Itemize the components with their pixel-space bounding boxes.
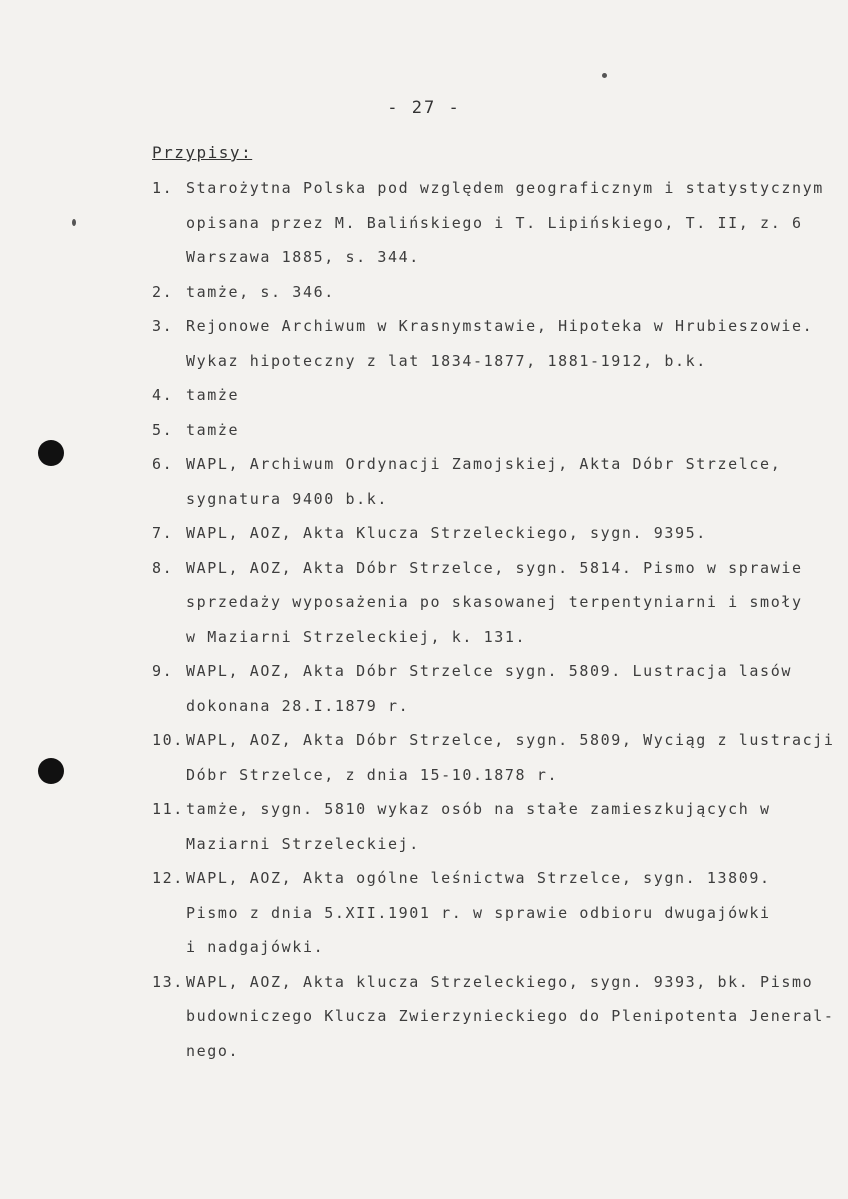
footnote-text-line: tamże (186, 420, 240, 439)
footnote-text-line: Dóbr Strzelce, z dnia 15-10.1878 r. (186, 765, 559, 784)
paper-speck (72, 219, 76, 226)
footnote-number: 4. (152, 386, 174, 404)
footnote-number: 10. (152, 731, 184, 749)
footnote-number: 13. (152, 972, 184, 991)
footnote-number: 2. (152, 282, 174, 301)
punch-hole-top (38, 440, 64, 466)
footnote-number: 6. (152, 455, 174, 473)
footnote-item (152, 730, 835, 799)
footnote-text-line: i nadgajówki. (186, 938, 325, 956)
footnotes-list (152, 178, 835, 1075)
footnote-item (152, 661, 812, 730)
footnote-text-line: tamże, s. 346. (186, 282, 335, 301)
footnote-text-line: Pismo z dnia 5.XII.1901 r. w sprawie odbioru dwugajówki (186, 903, 771, 922)
footnote-text-line: w Maziarni Strzeleckiej, k. 131. (186, 627, 527, 646)
footnote-number: 7. (152, 524, 174, 542)
footnote-item (152, 454, 812, 523)
footnote-number: 11. (152, 800, 184, 818)
footnote-item (152, 282, 812, 317)
footnote-text-line: WAPL, Archiwum Ordynacji Zamojskiej, Akta Dóbr Strzelce, (186, 455, 782, 473)
footnote-item (152, 316, 812, 385)
footnote-text-line: opisana przez M. Balińskiego i T. Lipińskiego, T. II, z. 6 (186, 213, 803, 232)
footnote-text-line: sprzedaży wyposażenia po skasowanej terpentyniarni i smoły (186, 593, 803, 611)
footnotes-heading: Przypisy: (152, 143, 253, 162)
footnote-item (152, 868, 812, 972)
footnote-number: 3. (152, 317, 174, 335)
footnote-number: 8. (152, 558, 174, 577)
footnote-text-line: Rejonowe Archiwum w Krasnymstawie, Hipoteka w Hrubieszowie. (186, 317, 814, 335)
footnote-text-line: WAPL, AOZ, Akta klucza Strzeleckiego, sygn. 9393, bk. Pismo (186, 972, 814, 991)
footnote-text-line: WAPL, AOZ, Akta Klucza Strzeleckiego, sygn. 9395. (186, 524, 707, 542)
footnote-item (152, 178, 824, 282)
footnote-text-line: Warszawa 1885, s. 344. (186, 248, 420, 266)
footnote-number: 5. (152, 420, 174, 439)
footnote-text-line: Wykaz hipoteczny z lat 1834-1877, 1881-1912, b.k. (186, 351, 707, 370)
footnote-text-line: sygnatura 9400 b.k. (186, 489, 388, 508)
punch-hole-bottom (38, 758, 64, 784)
footnote-item (152, 523, 812, 558)
footnote-text-line: budowniczego Klucza Zwierzynieckiego do Plenipotenta Jeneral- (186, 1007, 835, 1025)
footnote-text-line: Starożytna Polska pod względem geograficznym i statystycznym (186, 179, 824, 197)
footnote-item (152, 385, 812, 420)
footnote-number: 12. (152, 869, 184, 887)
footnote-text-line: tamże, sygn. 5810 wykaz osób na stałe zamieszkujących w (186, 800, 771, 818)
footnote-text-line: WAPL, AOZ, Akta ogólne leśnictwa Strzelce, sygn. 13809. (186, 869, 771, 887)
footnote-text-line: WAPL, AOZ, Akta Dóbr Strzelce, sygn. 5814. Pismo w sprawie (186, 558, 803, 577)
footnote-text-line: Maziarni Strzeleckiej. (186, 834, 420, 853)
footnote-text-line: tamże (186, 386, 240, 404)
footnote-item (152, 972, 835, 1076)
paper-speck (602, 73, 607, 78)
page-number: - 27 - (387, 98, 461, 118)
footnote-text-line: dokonana 28.I.1879 r. (186, 696, 410, 715)
footnote-item (152, 420, 812, 455)
footnote-number: 9. (152, 662, 174, 680)
footnote-item (152, 558, 812, 662)
footnote-text-line: WAPL, AOZ, Akta Dóbr Strzelce, sygn. 5809, Wyciąg z lustracji (186, 731, 835, 749)
footnote-item (152, 799, 812, 868)
footnote-number: 1. (152, 179, 174, 197)
footnote-text-line: nego. (186, 1041, 240, 1060)
footnote-text-line: WAPL, AOZ, Akta Dóbr Strzelce sygn. 5809. Lustracja lasów (186, 662, 792, 680)
